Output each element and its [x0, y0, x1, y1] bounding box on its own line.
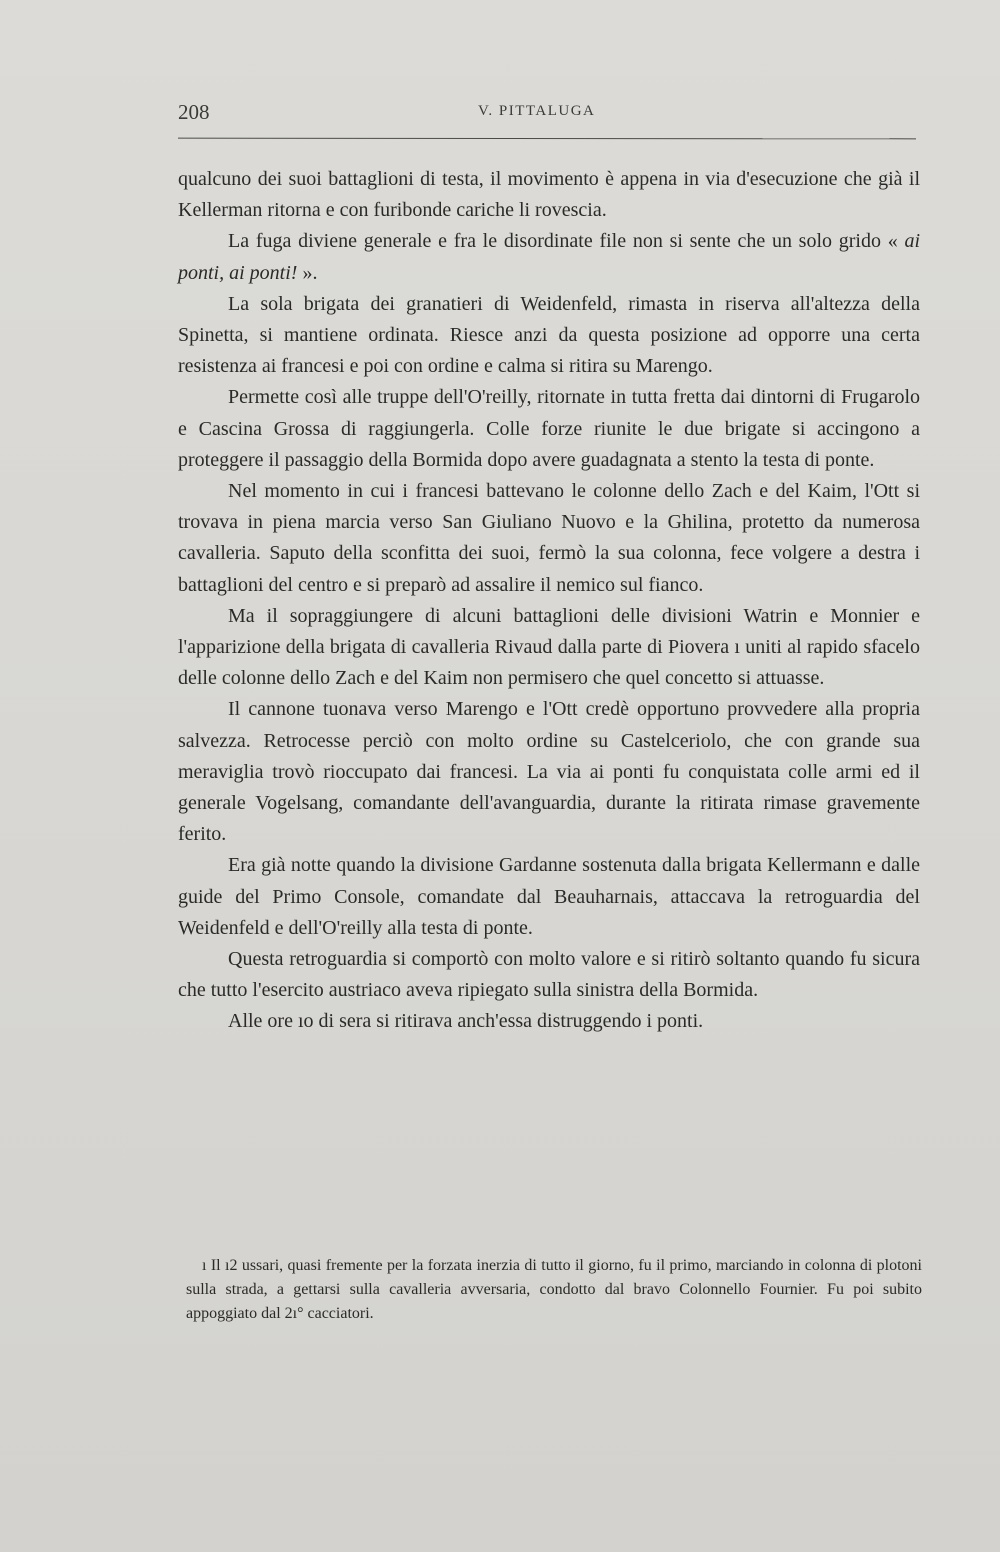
header-rule	[178, 138, 916, 140]
body-text	[178, 164, 920, 1038]
page-number: 208	[178, 100, 210, 124]
paragraph: La sola brigata dei granatieri di Weidenfeld, rimasta in riserva all'altezza della Spinetta, si mantiene ordinata. Riesce anzi da questa posizione ad opporre una certa resistenza ai francesi e poi con ordine e calma si ritira su Marengo.	[178, 292, 920, 378]
footnote	[186, 1254, 922, 1326]
paragraph	[178, 226, 920, 288]
paragraph: Ma il sopraggiungere di alcuni battaglioni delle divisioni Watrin e Monnier e l'apparizione della brigata di cavalleria Rivaud dalla parte di Piovera ı uniti al rapido sfacelo delle colonne dello Zach e del Kaim non permisero che quel concetto si attuasse.	[178, 604, 920, 690]
paragraph: qualcuno dei suoi battaglioni di testa, il movimento è appena in via d'esecuzione che già il Kellerman ritorna e con furibonde cariche li rovescia.	[178, 168, 920, 222]
paragraph: Era già notte quando la divisione Gardanne sostenuta dalla brigata Kellermann e dalle guide del Primo Console, comandate dal Beauharnais, attaccava la retroguardia del Weidenfeld e dell'O'reilly alla testa di ponte.	[178, 854, 920, 939]
paragraph: Alle ore ıo di sera si ritirava anch'essa distruggendo i ponti.	[228, 1010, 704, 1033]
paragraph: Permette così alle truppe dell'O'reilly, ritornate in tutta fretta dai dintorni di Frugarolo e Cascina Grossa di raggiungerla. Colle forze riunite le due brigate si accingono a proteggere il passaggio della Bormida dopo avere guadagnata a stento la testa di ponte.	[178, 386, 920, 471]
paragraph: Nel momento in cui i francesi battevano le colonne dello Zach e del Kaim, l'Ott si trovava in piena marcia verso San Giuliano Nuovo e la Ghilina, protetto da numerosa cavalleria. Saputo della sconfitta dei suoi, fermò la sua colonna, fece volgere a destra i battaglioni del centro e si preparò ad assalire il nemico sul fianco.	[178, 480, 920, 596]
footnote-text: ı Il ı2 ussari, quasi fremente per la forzata inerzia di tutto il giorno, fu il primo, marciando in colonna di plotoni sulla strada, a gettarsi sulla cavalleria avversaria, condotto dal bravo Colonnello Fournier. Fu poi subito appoggiato dal 2ı° cacciatori.	[186, 1257, 922, 1322]
page-header	[178, 100, 918, 130]
paragraph-text: ».	[297, 261, 318, 284]
italic-quote: ai ponti, ai ponti!	[178, 230, 920, 284]
paragraph: Il cannone tuonava verso Marengo e l'Ott credè opportuno provvedere alla propria salvezza. Retrocesse perciò con molto ordine su Castelceriolo, che con grande sua meraviglia trovò rioccupato dai francesi. La via ai ponti fu conquistata colle armi ed il generale Vogelsang, comandante dell'avanguardia, durante la ritirata rimase gravemente ferito.	[178, 698, 920, 846]
paragraph-text: La fuga diviene generale e fra le disordinate file non si sente che un solo grido «	[228, 230, 905, 253]
running-head: V. PITTALUGA	[478, 103, 596, 119]
paragraph: Questa retroguardia si comportò con molto valore e si ritirò soltanto quando fu sicura che tutto l'esercito austriaco aveva ripiegato sulla sinistra della Bormida.	[178, 948, 920, 1002]
